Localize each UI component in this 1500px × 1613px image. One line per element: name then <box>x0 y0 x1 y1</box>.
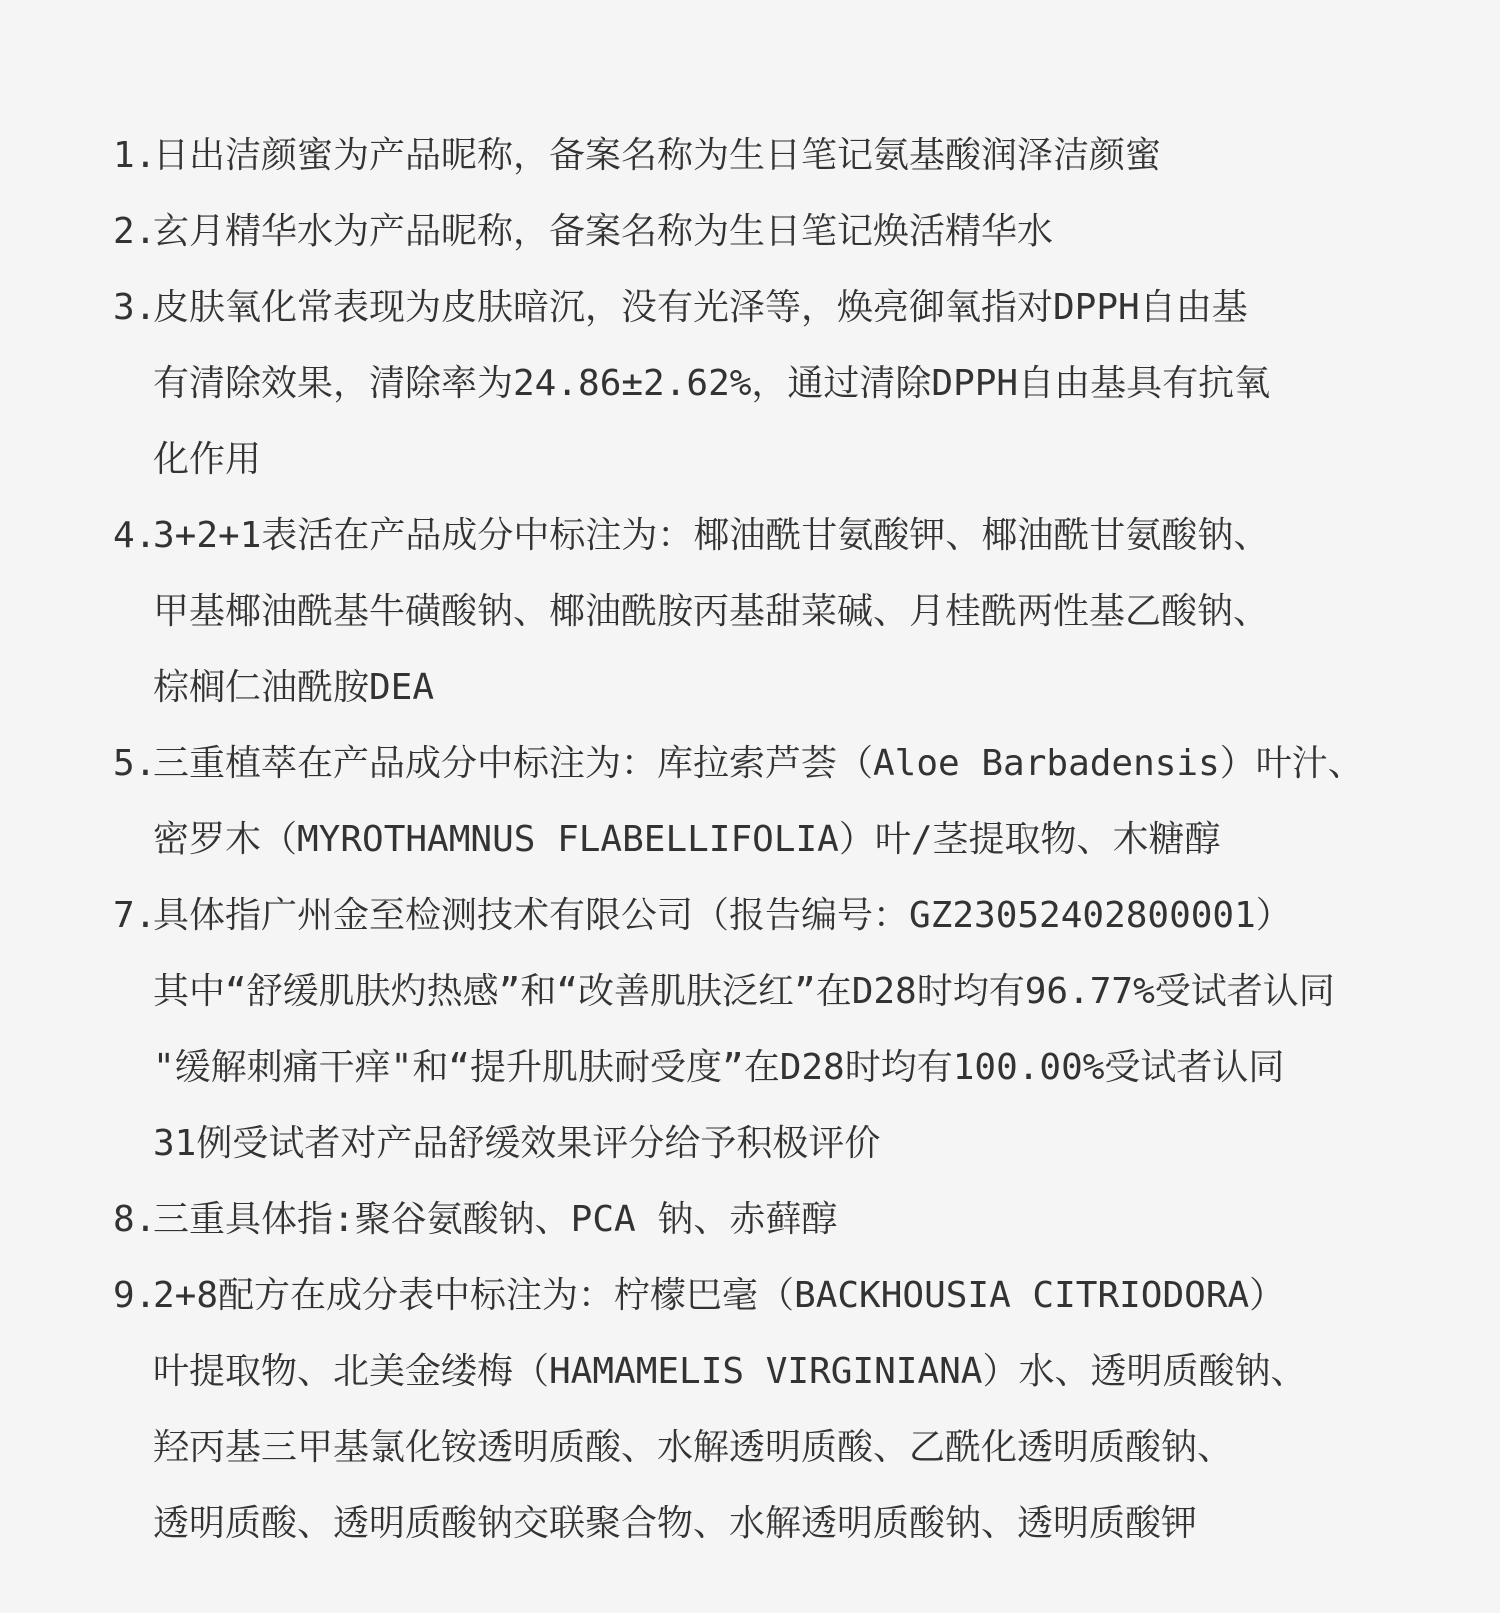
footnote-line: 羟丙基三甲基氯化铵透明质酸、水解透明质酸、乙酰化透明质酸钠、 <box>153 1427 1234 1468</box>
footnote-text <box>153 1258 1473 1562</box>
footnote-number: 4. <box>113 515 157 556</box>
footnote-number: 3. <box>113 287 157 328</box>
footnote-item <box>113 270 1473 498</box>
footnote-number: 7. <box>113 895 157 936</box>
footnote-number: 2. <box>113 211 157 252</box>
footnote-line: 透明质酸、透明质酸钠交联聚合物、水解透明质酸钠、透明质酸钾 <box>153 1503 1198 1544</box>
footnote-line: 2+8配方在成分表中标注为：柠檬巴毫（BACKHOUSIA CITRIODORA） <box>153 1275 1286 1316</box>
footnote-number: 9. <box>113 1275 157 1316</box>
footnote-line: 甲基椰油酰基牛磺酸钠、椰油酰胺丙基甜菜碱、月桂酰两性基乙酸钠、 <box>153 591 1270 632</box>
footnote-line: 三重植萃在产品成分中标注为：库拉索芦荟（Aloe Barbadensis）叶汁、 <box>153 743 1364 784</box>
footnote-item <box>113 1182 1473 1258</box>
footnote-text <box>153 1182 1473 1258</box>
footnote-number: 5. <box>113 743 157 784</box>
footnote-line: 具体指广州金至检测技术有限公司（报告编号：GZ23052402800001） <box>153 895 1292 936</box>
footnote-item <box>113 498 1473 726</box>
footnote-line: 有清除效果，清除率为24.86±2.62%，通过清除DPPH自由基具有抗氧 <box>153 363 1271 404</box>
footnote-line: "缓解刺痛干痒"和“提升肌肤耐受度”在D28时均有100.00%受试者认同 <box>153 1047 1285 1088</box>
footnote-line: 玄月精华水为产品昵称，备案名称为生日笔记焕活精华水 <box>153 211 1054 252</box>
footnote-text <box>153 118 1473 194</box>
footnote-item <box>113 878 1473 1182</box>
footnote-item <box>113 726 1473 878</box>
footnote-number: 1. <box>113 135 157 176</box>
footnote-line: 日出洁颜蜜为产品昵称，备案名称为生日笔记氨基酸润泽洁颜蜜 <box>153 135 1162 176</box>
footnote-line: 三重具体指:聚谷氨酸钠、PCA 钠、赤藓醇 <box>153 1199 838 1240</box>
footnote-line: 棕榈仁油酰胺DEA <box>153 667 435 708</box>
footnote-text <box>153 194 1473 270</box>
footnote-line: 化作用 <box>153 439 262 480</box>
footnote-text <box>153 878 1473 1182</box>
footnote-text <box>153 498 1473 726</box>
footnote-item <box>113 1258 1473 1562</box>
footnote-line: 31例受试者对产品舒缓效果评分给予积极评价 <box>153 1123 881 1164</box>
footnote-item <box>113 194 1473 270</box>
footnote-text <box>153 726 1473 878</box>
footnote-item <box>113 118 1473 194</box>
footnote-number: 8. <box>113 1199 157 1240</box>
footnote-line: 叶提取物、北美金缕梅（HAMAMELIS VIRGINIANA）水、透明质酸钠、 <box>153 1351 1307 1392</box>
footnote-list <box>113 118 1473 1562</box>
footnote-line: 皮肤氧化常表现为皮肤暗沉，没有光泽等，焕亮御氧指对DPPH自由基 <box>153 287 1248 328</box>
footnote-text <box>153 270 1473 498</box>
footnote-line: 密罗木（MYROTHAMNUS FLABELLIFOLIA）叶/茎提取物、木糖醇 <box>153 819 1221 860</box>
footnote-line: 其中“舒缓肌肤灼热感”和“改善肌肤泛红”在D28时均有96.77%受试者认同 <box>153 971 1335 1012</box>
footnote-line: 3+2+1表活在产品成分中标注为：椰油酰甘氨酸钾、椰油酰甘氨酸钠、 <box>153 515 1270 556</box>
